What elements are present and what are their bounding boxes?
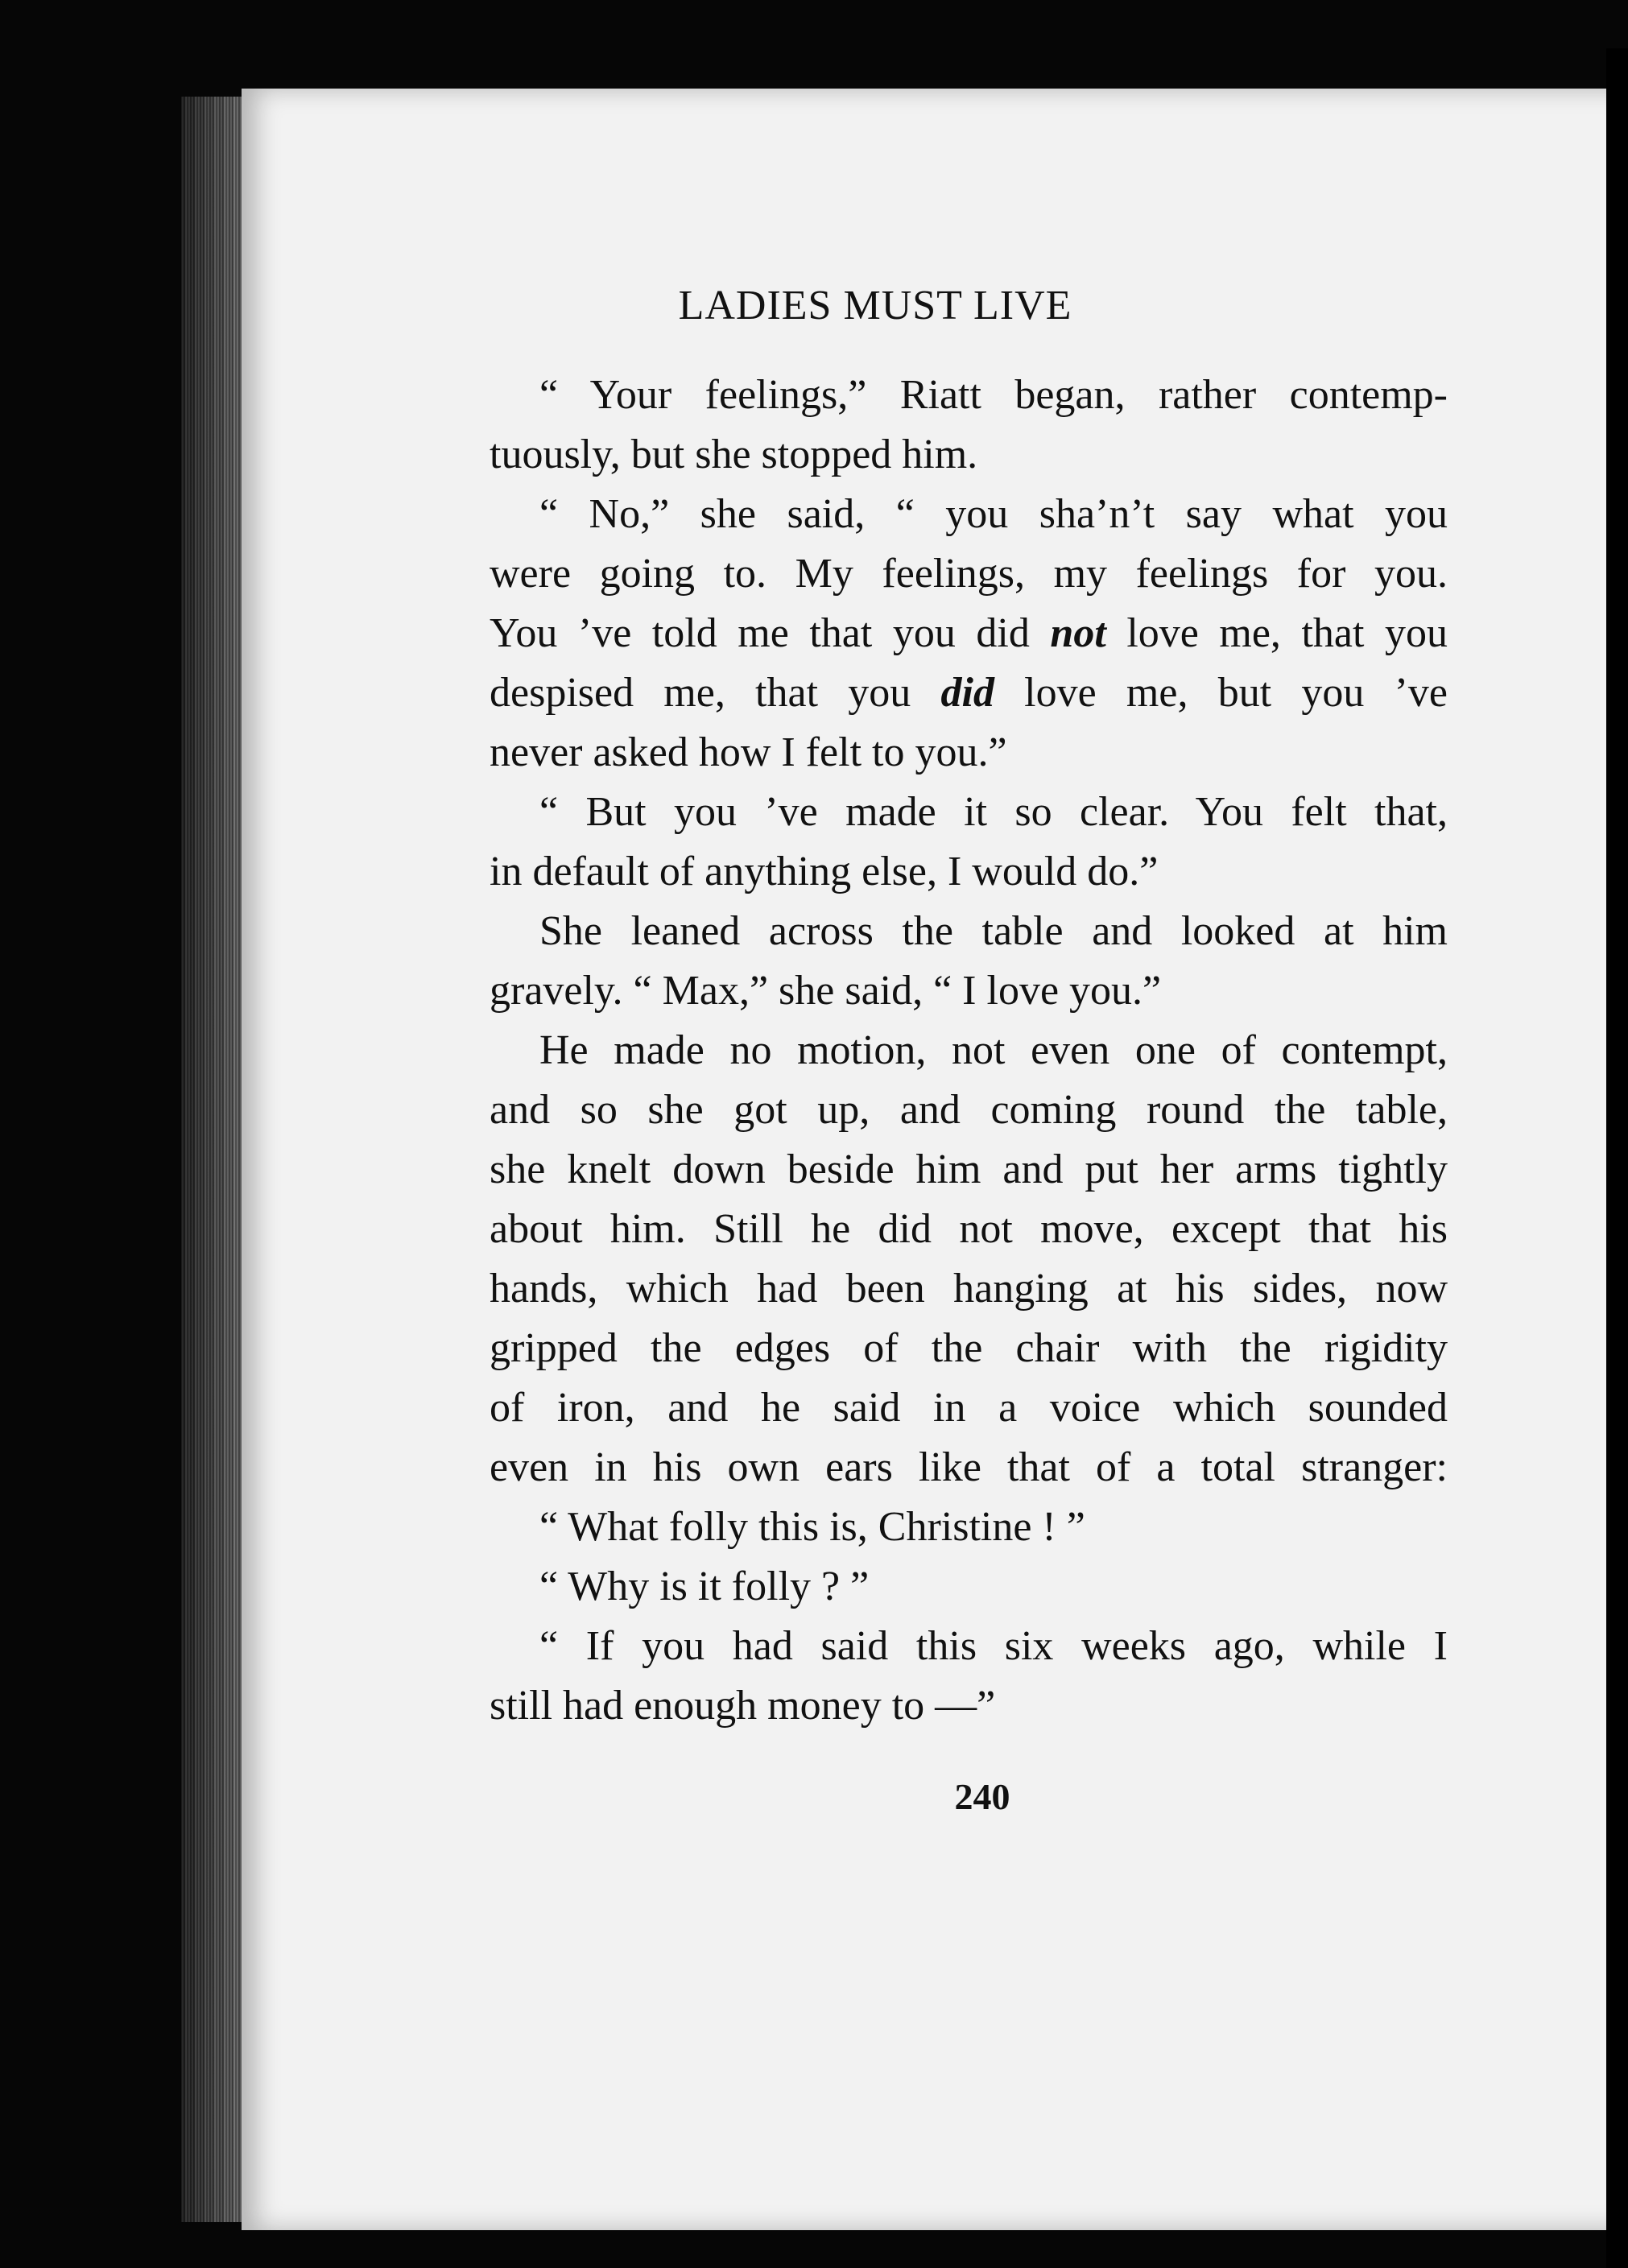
page-number: 240 (954, 1776, 1010, 1817)
text-line: gripped the edges of the chair with the rigidity (490, 1325, 1448, 1371)
text-line: “ Your feelings,” Riatt began, rather contemp- (539, 372, 1448, 418)
text-line: in default of anything else, I would do.” (490, 849, 1159, 894)
text-line: hands, which had been hanging at his sides, now (490, 1266, 1448, 1312)
text-line: even in his own ears like that of a total stranger: (490, 1444, 1448, 1490)
text-line: “ What folly this is, Christine ! ” (539, 1504, 1085, 1550)
text-line: never asked how I felt to you.” (490, 729, 1007, 775)
emphasized-word: not (1050, 610, 1106, 656)
text-line: and so she got up, and coming round the table, (490, 1087, 1448, 1133)
text-line: “ But you ’ve made it so clear. You felt that, (539, 789, 1448, 835)
text-line: about him. Still he did not move, except that his (490, 1206, 1448, 1252)
text-line: She leaned across the table and looked at him (539, 908, 1448, 954)
text-line: “ No,” she said, “ you sha’n’t say what you (539, 491, 1448, 537)
text-line: of iron, and he said in a voice which sounded (490, 1385, 1448, 1431)
text-line: tuously, but she stopped him. (490, 432, 978, 477)
running-head: LADIES MUST LIVE (678, 283, 1072, 328)
text-line: You ’ve told me that you did not love me, that you (490, 610, 1448, 656)
text-line: “ If you had said this six weeks ago, while I (539, 1623, 1448, 1669)
text-line: were going to. My feelings, my feelings for you. (490, 551, 1448, 597)
text-line: still had enough money to —” (490, 1683, 996, 1729)
text-line: He made no motion, not even one of contempt, (539, 1027, 1448, 1073)
scan-border (1606, 48, 1628, 2268)
emphasized-word: did (940, 670, 994, 716)
text-line: despised me, that you did love me, but you ’ve (490, 670, 1448, 716)
text-line: gravely. “ Max,” she said, “ I love you.” (490, 968, 1162, 1014)
text-line: “ Why is it folly ? ” (539, 1564, 870, 1609)
text-line: she knelt down beside him and put her arms tightly (490, 1146, 1448, 1192)
